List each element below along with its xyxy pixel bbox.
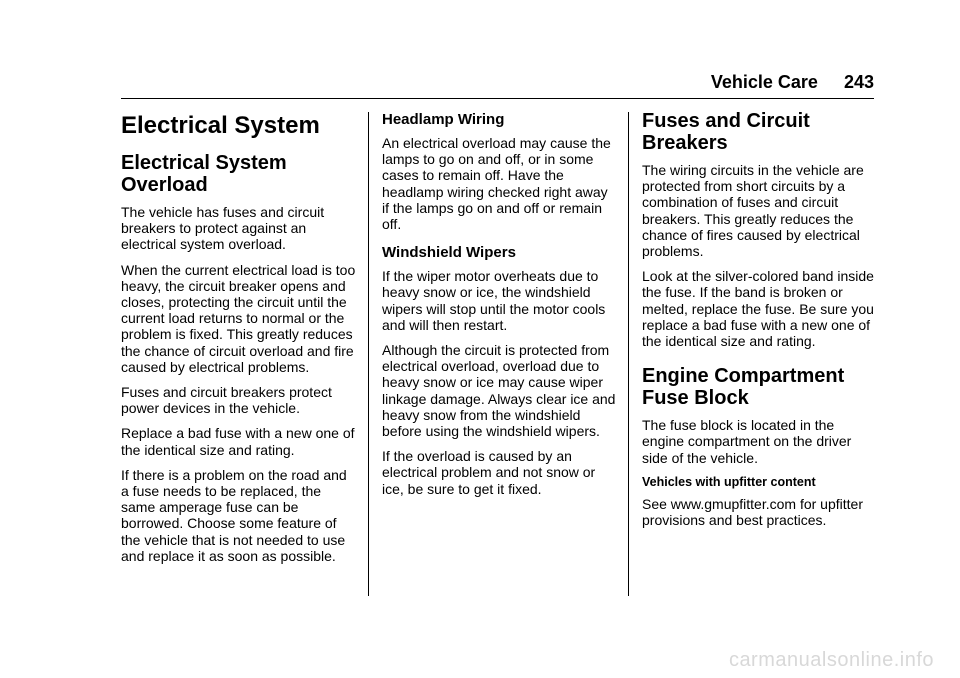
paragraph: Replace a bad fuse with a new one of the identical size and rating. bbox=[121, 425, 355, 458]
paragraph: When the current electrical load is too heavy, the circuit breaker opens and closes, protecting the circuit until the current load returns to normal or the problem is fixed. This greatly reduces the chance of circuit overload and fire caused by electrical problems. bbox=[121, 261, 356, 375]
paragraph: An electrical overload may cause the lamps to go on and off, or in some cases to remain off. Have the headlamp wiring checked right away if the lamps go on and off or remain off. bbox=[382, 135, 611, 233]
subsection-heading: Headlamp Wiring bbox=[382, 111, 505, 128]
running-header bbox=[711, 72, 874, 93]
column-2 bbox=[382, 111, 618, 506]
header-rule bbox=[121, 98, 874, 99]
section-heading: Electrical System Overload bbox=[121, 152, 287, 196]
paragraph: The wiring circuits in the vehicle are protected from short circuits by a combination of fuses and circuit breakers. This greatly reduces the chance of fires caused by electrical problems. bbox=[642, 162, 864, 260]
paragraph: See www.gmupfitter.com for upfitter provisions and best practices. bbox=[642, 495, 863, 529]
section-heading: Fuses and Circuit Breakers bbox=[642, 110, 810, 154]
column-1 bbox=[121, 108, 357, 573]
label-heading: Vehicles with upfitter content bbox=[642, 474, 816, 489]
column-divider-2 bbox=[628, 112, 629, 596]
subsection-heading: Windshield Wipers bbox=[382, 244, 516, 262]
paragraph: Although the circuit is protected from electrical overload, overload due to heavy snow or ice may cause wiper linkage damage. Always clear ice and heavy snow from the windshield before using the windshield wipers. bbox=[382, 342, 616, 440]
paragraph: The fuse block is located in the engine compartment on the driver side of the vehicle. bbox=[642, 417, 852, 466]
section-title: Vehicle Care bbox=[710, 72, 818, 92]
section-heading: Engine Compartment Fuse Block bbox=[642, 365, 845, 410]
paragraph: The vehicle has fuses and circuit breakers to protect against an electrical system overload. bbox=[121, 204, 325, 253]
paragraph: If the wiper motor overheats due to heavy snow or ice, the windshield wipers will stop until the motor cools and will then restart. bbox=[382, 268, 606, 333]
chapter-title: Electrical System bbox=[121, 112, 320, 139]
page-number: 243 bbox=[843, 72, 874, 92]
column-divider-1 bbox=[368, 112, 369, 596]
paragraph: Look at the silver-colored band inside the fuse. If the band is broken or melted, replace the fuse. Be sure you replace a bad fuse with a new one of the identical size and rating. bbox=[642, 268, 874, 350]
paragraph: Fuses and circuit breakers protect power devices in the vehicle. bbox=[121, 384, 332, 417]
column-3 bbox=[642, 110, 878, 537]
watermark: carmanualsonline.info bbox=[728, 649, 934, 671]
paragraph: If the overload is caused by an electrical problem and not snow or ice, be sure to get it fixed. bbox=[382, 448, 596, 497]
paragraph: If there is a problem on the road and a fuse needs to be replaced, the same amperage fuse can be borrowed. Choose some feature of the vehicle that is not needed to use and replace it as soon as possible. bbox=[121, 466, 347, 564]
